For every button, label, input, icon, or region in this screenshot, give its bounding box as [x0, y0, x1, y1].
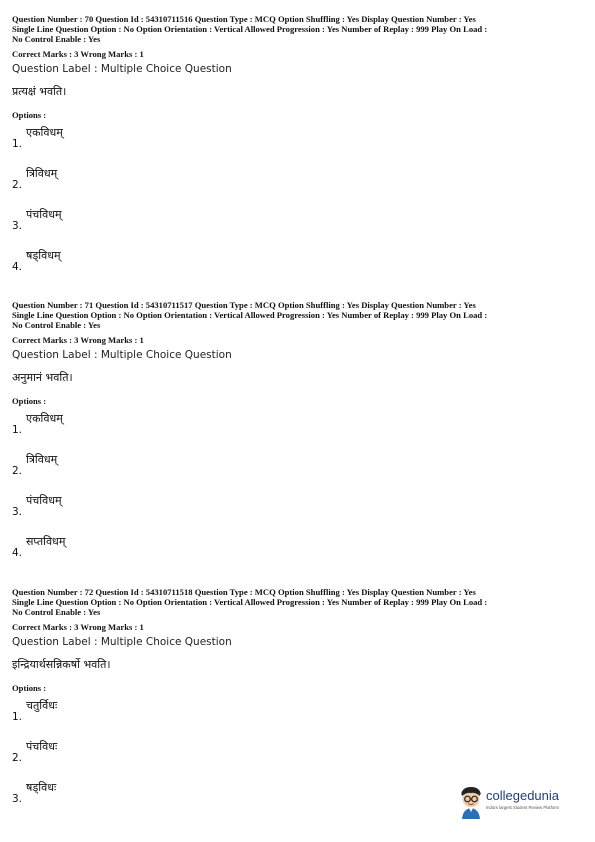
meta-line-2: Single Line Question Option : No Option Orientation : Vertical Allowed Progression : Yes Number of Replay : 999 Play On Load :	[12, 24, 488, 34]
logo-tagline: India's largest Student Review Platform	[486, 805, 559, 810]
options-list	[12, 125, 582, 289]
question-block-71	[12, 300, 582, 575]
option-item[interactable]	[12, 493, 582, 534]
question-text: प्रत्यक्षं भवति।	[12, 85, 67, 98]
options-list	[12, 411, 582, 575]
option-text: षड्विधम्	[26, 249, 61, 262]
option-text: सप्तविधम्	[26, 535, 66, 548]
marks-line: Correct Marks : 3 Wrong Marks : 1	[12, 622, 144, 632]
option-number: 2.	[12, 179, 23, 191]
option-number: 2.	[12, 465, 23, 477]
option-number: 1.	[12, 424, 23, 436]
student-mascot-icon	[458, 785, 484, 819]
question-label: Question Label : Multiple Choice Question	[12, 636, 232, 648]
option-text: एकविधम्	[26, 126, 63, 139]
question-label: Question Label : Multiple Choice Question	[12, 63, 232, 75]
options-heading: Options :	[12, 683, 47, 693]
question-text: इन्द्रियार्थसन्निकर्षो भवति।	[12, 658, 111, 671]
question-text: अनुमानं भवति।	[12, 371, 73, 384]
options-heading: Options :	[12, 110, 47, 120]
option-item[interactable]	[12, 166, 582, 207]
logo-name: collegedunia	[486, 788, 560, 803]
meta-line-1: Question Number : 70 Question Id : 54310711516 Question Type : MCQ Option Shuffling : Yes Display Question Number : Yes	[12, 14, 476, 24]
option-text: पंचविधः	[26, 740, 58, 753]
meta-line-1: Question Number : 71 Question Id : 54310711517 Question Type : MCQ Option Shuffling : Yes Display Question Number : Yes	[12, 300, 476, 310]
option-number: 2.	[12, 752, 23, 764]
option-number: 3.	[12, 220, 23, 232]
option-number: 4.	[12, 261, 23, 273]
option-number: 1.	[12, 138, 23, 150]
question-label: Question Label : Multiple Choice Question	[12, 349, 232, 361]
meta-line-3: No Control Enable : Yes	[12, 607, 101, 617]
option-item[interactable]	[12, 125, 582, 166]
option-text: चतुर्विधः	[26, 699, 58, 712]
option-number: 3.	[12, 506, 23, 518]
meta-line-2: Single Line Question Option : No Option Orientation : Vertical Allowed Progression : Yes Number of Replay : 999 Play On Load :	[12, 310, 488, 320]
option-number: 1.	[12, 711, 23, 723]
option-text: त्रिविधम्	[26, 453, 58, 466]
question-meta	[12, 300, 582, 330]
option-number: 3.	[12, 793, 23, 805]
option-text: एकविधम्	[26, 412, 63, 425]
question-meta	[12, 14, 582, 44]
option-text: षड्विधः	[26, 781, 57, 794]
marks-line: Correct Marks : 3 Wrong Marks : 1	[12, 49, 144, 59]
options-heading: Options :	[12, 396, 47, 406]
option-text: पंचविधम्	[26, 208, 62, 221]
meta-line-1: Question Number : 72 Question Id : 54310711518 Question Type : MCQ Option Shuffling : Yes Display Question Number : Yes	[12, 587, 476, 597]
option-text: त्रिविधम्	[26, 167, 58, 180]
option-item[interactable]	[12, 207, 582, 248]
option-item[interactable]	[12, 534, 582, 575]
question-meta	[12, 587, 582, 617]
collegedunia-logo	[458, 785, 578, 821]
meta-line-3: No Control Enable : Yes	[12, 34, 101, 44]
meta-line-2: Single Line Question Option : No Option Orientation : Vertical Allowed Progression : Yes Number of Replay : 999 Play On Load :	[12, 597, 488, 607]
option-item[interactable]	[12, 739, 582, 780]
option-text: पंचविधम्	[26, 494, 62, 507]
option-item[interactable]	[12, 411, 582, 452]
question-block-70	[12, 14, 582, 289]
option-number: 4.	[12, 547, 23, 559]
option-item[interactable]	[12, 452, 582, 493]
option-item[interactable]	[12, 248, 582, 289]
meta-line-3: No Control Enable : Yes	[12, 320, 101, 330]
marks-line: Correct Marks : 3 Wrong Marks : 1	[12, 335, 144, 345]
option-item[interactable]	[12, 698, 582, 739]
